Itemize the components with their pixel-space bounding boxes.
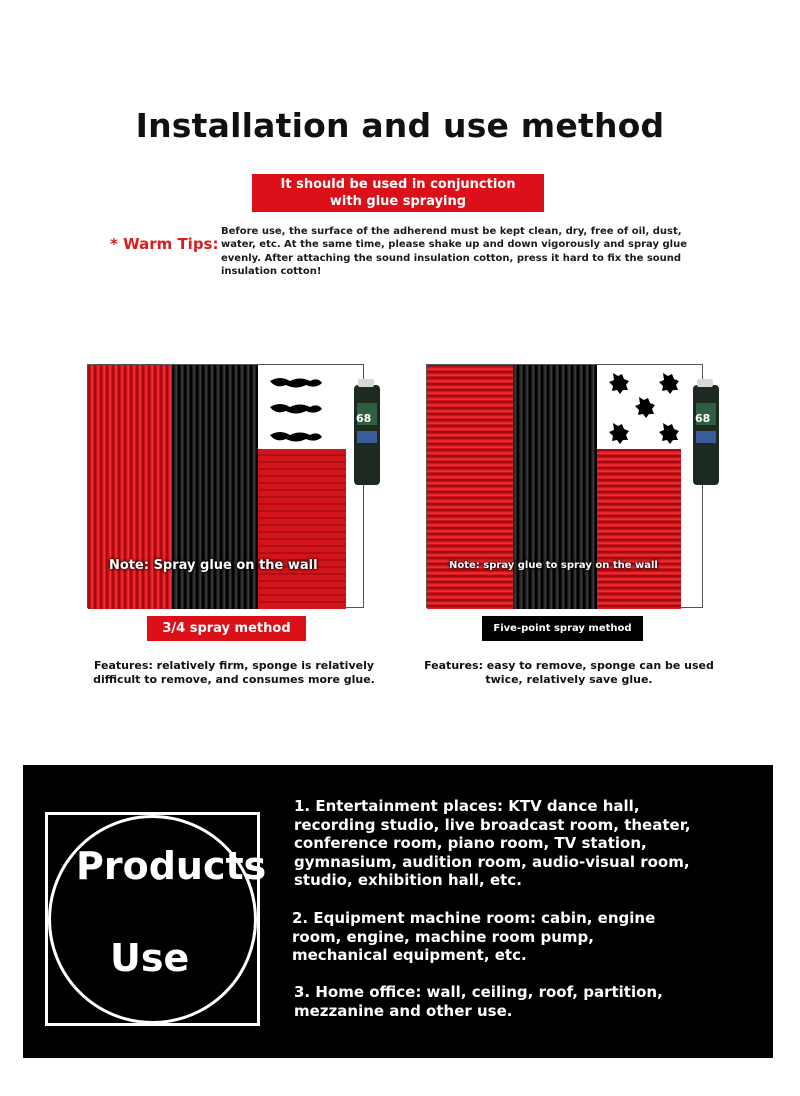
glue-streaks bbox=[270, 378, 322, 442]
foam-tile bbox=[88, 365, 172, 449]
warm-tips-text: Before use, the surface of the adherend must be kept clean, dry, free of oil, dust, water, etc. At the same time, please shake up and down vigorously and spray glue evenly. After attaching the sound insulation cotton, press it hard to fix the sound insulation cotton! bbox=[221, 226, 687, 278]
tag-label: Five-point spray method bbox=[493, 623, 632, 634]
foam-tile bbox=[258, 449, 346, 609]
use-word: Use bbox=[110, 936, 190, 980]
foam-tile bbox=[427, 365, 513, 609]
use-item-3: 3. Home office: wall, ceiling, roof, partition, mezzanine and other use. bbox=[294, 983, 663, 1020]
use-item-2: 2. Equipment machine room: cabin, engine room, engine, machine room pump, mechanical equipment, etc. bbox=[292, 909, 656, 964]
five-point-spray-tag bbox=[482, 616, 643, 641]
features-text-five-point: Features: easy to remove, sponge can be used twice, relatively save glue. bbox=[424, 659, 714, 686]
page-title: Installation and use method bbox=[135, 106, 665, 145]
products-word: Products bbox=[76, 844, 267, 888]
spray-can-icon bbox=[354, 379, 380, 485]
tag-label: 3/4 spray method bbox=[162, 621, 291, 636]
svg-text:68: 68 bbox=[695, 412, 711, 425]
svg-text:68: 68 bbox=[356, 412, 372, 425]
foam-tile bbox=[513, 365, 597, 609]
glue-dots bbox=[609, 373, 679, 444]
features-text-three-quarter: Features: relatively firm, sponge is relatively difficult to remove, and consumes more glue. bbox=[93, 659, 375, 686]
three-quarter-spray-illustration bbox=[87, 364, 372, 608]
spray-note: Note: Spray glue on the wall bbox=[109, 558, 318, 573]
spray-can-icon bbox=[693, 379, 719, 485]
warm-tips-label: * Warm Tips: bbox=[110, 235, 219, 253]
three-quarter-spray-tag bbox=[147, 616, 306, 641]
five-point-spray-illustration bbox=[426, 364, 711, 608]
spray-note: Note: spray glue to spray on the wall bbox=[449, 560, 658, 571]
use-item-1: 1. Entertainment places: KTV dance hall, recording studio, live broadcast room, theater, conference room, piano room, TV station, gymnasium, audition room, audio-visual room, studio, exhibition hall, etc. bbox=[294, 797, 691, 889]
glue-spraying-banner bbox=[252, 174, 544, 212]
banner-text: It should be used in conjunction with glue spraying bbox=[280, 177, 516, 209]
foam-tile bbox=[597, 449, 681, 609]
foam-tile bbox=[88, 449, 172, 609]
